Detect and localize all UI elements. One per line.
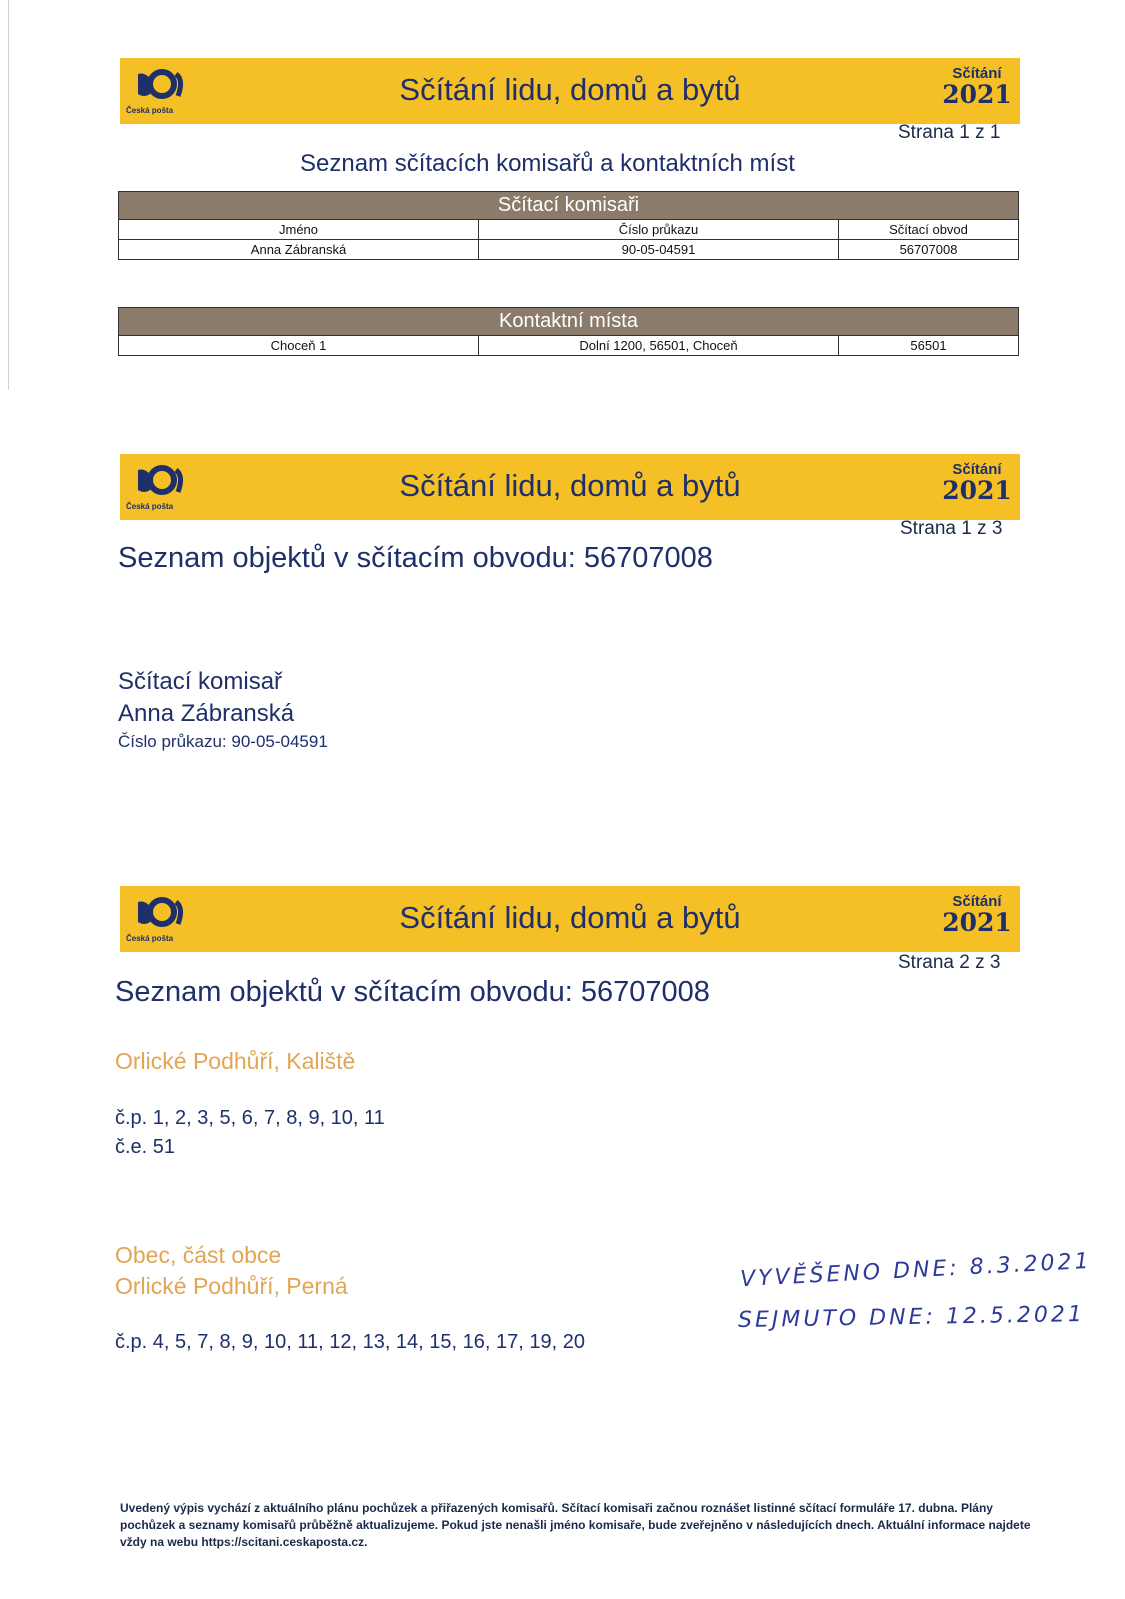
table-row <box>119 336 1019 356</box>
census-2021-badge: Sčítání 2021 <box>942 461 1012 505</box>
banner-title: Sčítání lidu, domů a bytů <box>399 468 741 503</box>
page-edge-line <box>8 0 9 390</box>
page-number: Strana 1 z 1 <box>898 122 1001 143</box>
banner-title: Sčítání lidu, domů a bytů <box>399 900 741 935</box>
cell-name: Anna Zábranská <box>119 240 479 260</box>
contacts-header: Kontaktní místa <box>119 308 1019 336</box>
census-2021-badge: Sčítání 2021 <box>942 65 1012 109</box>
commissioners-header: Sčítací komisaři <box>119 192 1019 220</box>
section-title: Seznam objektů v sčítacím obvodu: 56707008 <box>115 976 710 1008</box>
census-banner <box>120 886 1020 952</box>
locality-name: Orlické Podhůří, Perná <box>115 1273 348 1299</box>
column-header-badge: Číslo průkazu <box>479 220 839 240</box>
page-number: Strana 2 z 3 <box>898 952 1001 973</box>
house-numbers-cp: č.p. 4, 5, 7, 8, 9, 10, 11, 12, 13, 14, 15, 16, 17, 19, 20 <box>115 1331 585 1353</box>
commissioner-badge-number: Číslo průkazu: 90-05-04591 <box>118 732 328 751</box>
locality-name: Orlické Podhůří, Kaliště <box>115 1048 356 1074</box>
commissioner-role: Sčítací komisař <box>118 668 283 695</box>
table-row <box>119 240 1019 260</box>
logo-text: Česká pošta <box>126 502 174 511</box>
logo-text: Česká pošta <box>126 106 174 115</box>
commissioner-name: Anna Zábranská <box>118 700 295 727</box>
page-number: Strana 1 z 3 <box>900 518 1003 539</box>
logo-text: Česká pošta <box>126 934 174 943</box>
contacts-table <box>118 307 1019 356</box>
column-header-district: Sčítací obvod <box>839 220 1019 240</box>
handwritten-removed-date: SEJMUTO DNE: 12.5.2021 <box>737 1301 1086 1334</box>
cell-contact-name: Choceň 1 <box>119 336 479 356</box>
handwritten-posted-date: VYVĚŠENO DNE: 8.3.2021 <box>739 1248 1093 1293</box>
locality-label: Obec, část obce <box>115 1242 282 1268</box>
cell-badge: 90-05-04591 <box>479 240 839 260</box>
banner-title: Sčítání lidu, domů a bytů <box>399 72 741 107</box>
section-title: Seznam objektů v sčítacím obvodu: 56707008 <box>118 542 713 574</box>
list-title: Seznam sčítacích komisařů a kontaktních míst <box>300 150 795 177</box>
commissioners-table <box>118 191 1019 260</box>
column-header-name: Jméno <box>119 220 479 240</box>
footer-note: Uvedený výpis vychází z aktuálního plánu pochůzek a přiřazených komisařů. Sčítací komisaři začnou roznášet listinné sčítací formuláře 17. dubna. Plány pochůzek a seznamy komisařů průběžně aktualizujeme. Pokud jste nenašli jméno komisaře, bude zveřejněno v následujících dnech. Aktuální informace najdete vždy na webu https://scitani.ceskaposta.cz. <box>120 1501 1031 1549</box>
census-banner <box>120 454 1020 520</box>
house-numbers-cp: č.p. 1, 2, 3, 5, 6, 7, 8, 9, 10, 11 <box>115 1107 385 1129</box>
cell-district: 56707008 <box>839 240 1019 260</box>
cell-contact-address: Dolní 1200, 56501, Choceň <box>479 336 839 356</box>
cell-contact-zip: 56501 <box>839 336 1019 356</box>
house-numbers-ce: č.e. 51 <box>115 1136 176 1158</box>
census-2021-badge: Sčítání 2021 <box>942 893 1012 937</box>
census-banner <box>120 58 1020 124</box>
